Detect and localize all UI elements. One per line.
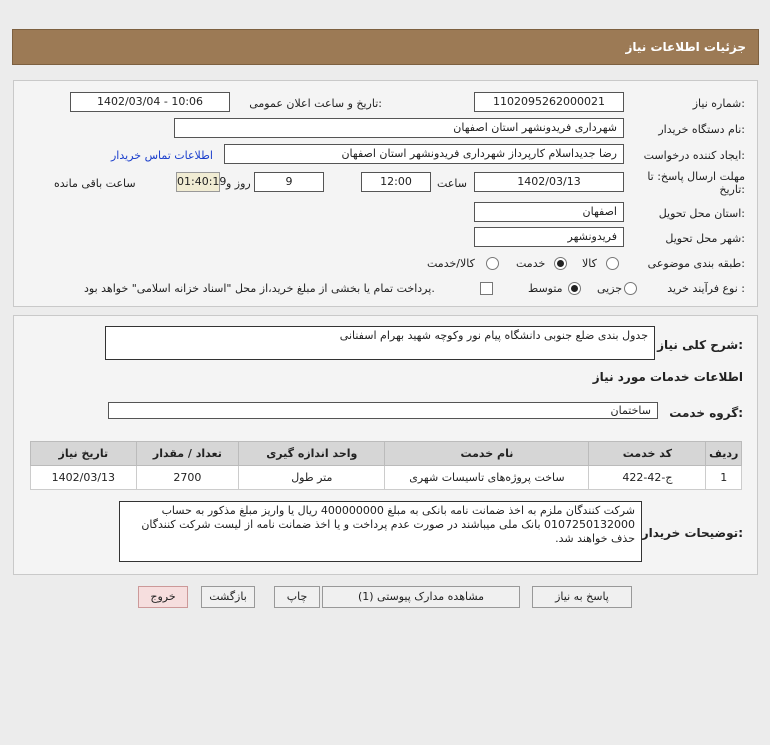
view-documents-button[interactable]: مشاهده مدارک پیوستی (1)	[322, 586, 520, 608]
need-number-label: شماره نیاز:	[692, 97, 745, 110]
cell-row-number: 1	[706, 466, 742, 490]
service-group-field: ساختمان	[108, 402, 658, 419]
process-label: نوع فرآیند خرید :	[667, 282, 745, 295]
treasury-payment-checkbox[interactable]	[480, 282, 493, 295]
table-header-row	[31, 442, 742, 466]
deadline-time-field: 12:00	[361, 172, 431, 192]
summary-label: شرح کلی نیاز:	[657, 338, 743, 352]
col-unit: واحد اندازه گیری	[239, 442, 385, 466]
process-medium-label: متوسط	[528, 282, 563, 295]
page-title: جزئیات اطلاعات نیاز	[625, 40, 746, 54]
category-goods-service-radio[interactable]	[486, 257, 499, 270]
cell-quantity: 2700	[136, 466, 238, 490]
province-field: اصفهان	[474, 202, 624, 222]
page-header	[12, 29, 759, 65]
days-label: روز و	[226, 177, 251, 190]
need-info-panel	[13, 80, 758, 307]
cell-service-code: ج-42-422	[589, 466, 706, 490]
deadline-label-date: تاریخ:	[719, 183, 745, 196]
buyer-org-label: نام دستگاه خریدار:	[658, 123, 745, 136]
buyer-notes-field: شرکت کنندگان ملزم به اخذ ضمانت نامه بانکی به مبلغ 400000000 ریال یا واریز مبلغ مذکور به حساب 0107250132000 بانک ملی میباشند در صورت عدم پرداخت و یا اخذ ضمانت نامه از لیست شرکت کنندگان حذف خواهند شد.	[119, 501, 642, 562]
reply-button[interactable]: پاسخ به نیاز	[532, 586, 632, 608]
summary-field: جدول بندی ضلع جنوبی دانشگاه پیام نور وکوچه شهید بهرام اسفنانی	[105, 326, 655, 360]
buyer-org-field: شهرداری فریدونشهر استان اصفهان	[174, 118, 624, 138]
process-minor-label: جزیی	[597, 282, 623, 295]
cell-need-date: 1402/03/13	[31, 466, 137, 490]
cell-unit: متر طول	[239, 466, 385, 490]
need-detail-panel	[13, 315, 758, 575]
category-service-label: خدمت	[516, 257, 546, 270]
days-field: 9	[254, 172, 324, 192]
buyer-notes-label: توضیحات خریدار:	[641, 526, 743, 540]
deadline-date-field: 1402/03/13	[474, 172, 624, 192]
col-row-number: ردیف	[706, 442, 742, 466]
category-service-radio[interactable]	[554, 257, 567, 270]
announce-field: 1402/03/04 - 10:06	[70, 92, 230, 112]
back-button[interactable]: بازگشت	[201, 586, 255, 608]
process-minor-radio[interactable]	[624, 282, 637, 295]
creator-field: رضا جدیداسلام کارپرداز شهرداری فریدونشهر استان اصفهان	[224, 144, 624, 164]
need-number-field: 1102095262000021	[474, 92, 624, 112]
city-label: شهر محل تحویل:	[665, 232, 745, 245]
city-field: فریدونشهر	[474, 227, 624, 247]
province-label: استان محل تحویل:	[658, 207, 745, 220]
col-quantity: تعداد / مقدار	[136, 442, 238, 466]
category-goods-label: کالا	[582, 257, 597, 270]
announce-label: تاریخ و ساعت اعلان عمومی:	[249, 97, 382, 110]
exit-button[interactable]: خروج	[138, 586, 188, 608]
col-service-code: کد خدمت	[589, 442, 706, 466]
services-title: اطلاعات خدمات مورد نیاز	[592, 370, 743, 384]
creator-label: ایجاد کننده درخواست:	[643, 149, 745, 162]
col-need-date: تاریخ نیاز	[31, 442, 137, 466]
treasury-payment-note: پرداخت تمام یا بخشی از مبلغ خرید،از محل "اسناد خزانه اسلامی" خواهد بود.	[84, 282, 435, 295]
table-row	[31, 466, 742, 490]
cell-service-name: ساخت پروژه‌های تاسیسات شهری	[385, 466, 589, 490]
remaining-label: ساعت باقی مانده	[54, 177, 136, 190]
category-goods-service-label: کالا/خدمت	[427, 257, 475, 270]
col-service-name: نام خدمت	[385, 442, 589, 466]
process-medium-radio[interactable]	[568, 282, 581, 295]
service-group-label: گروه خدمت:	[669, 406, 743, 420]
remaining-time-field: 01:40:19	[176, 172, 220, 192]
category-goods-radio[interactable]	[606, 257, 619, 270]
deadline-label: مهلت ارسال پاسخ: تا	[647, 170, 745, 183]
buyer-contact-link[interactable]: اطلاعات تماس خریدار	[111, 149, 213, 162]
category-label: طبقه بندی موضوعی:	[647, 257, 745, 270]
deadline-time-label: ساعت	[437, 177, 467, 190]
print-button[interactable]: چاپ	[274, 586, 320, 608]
services-table	[30, 441, 742, 490]
